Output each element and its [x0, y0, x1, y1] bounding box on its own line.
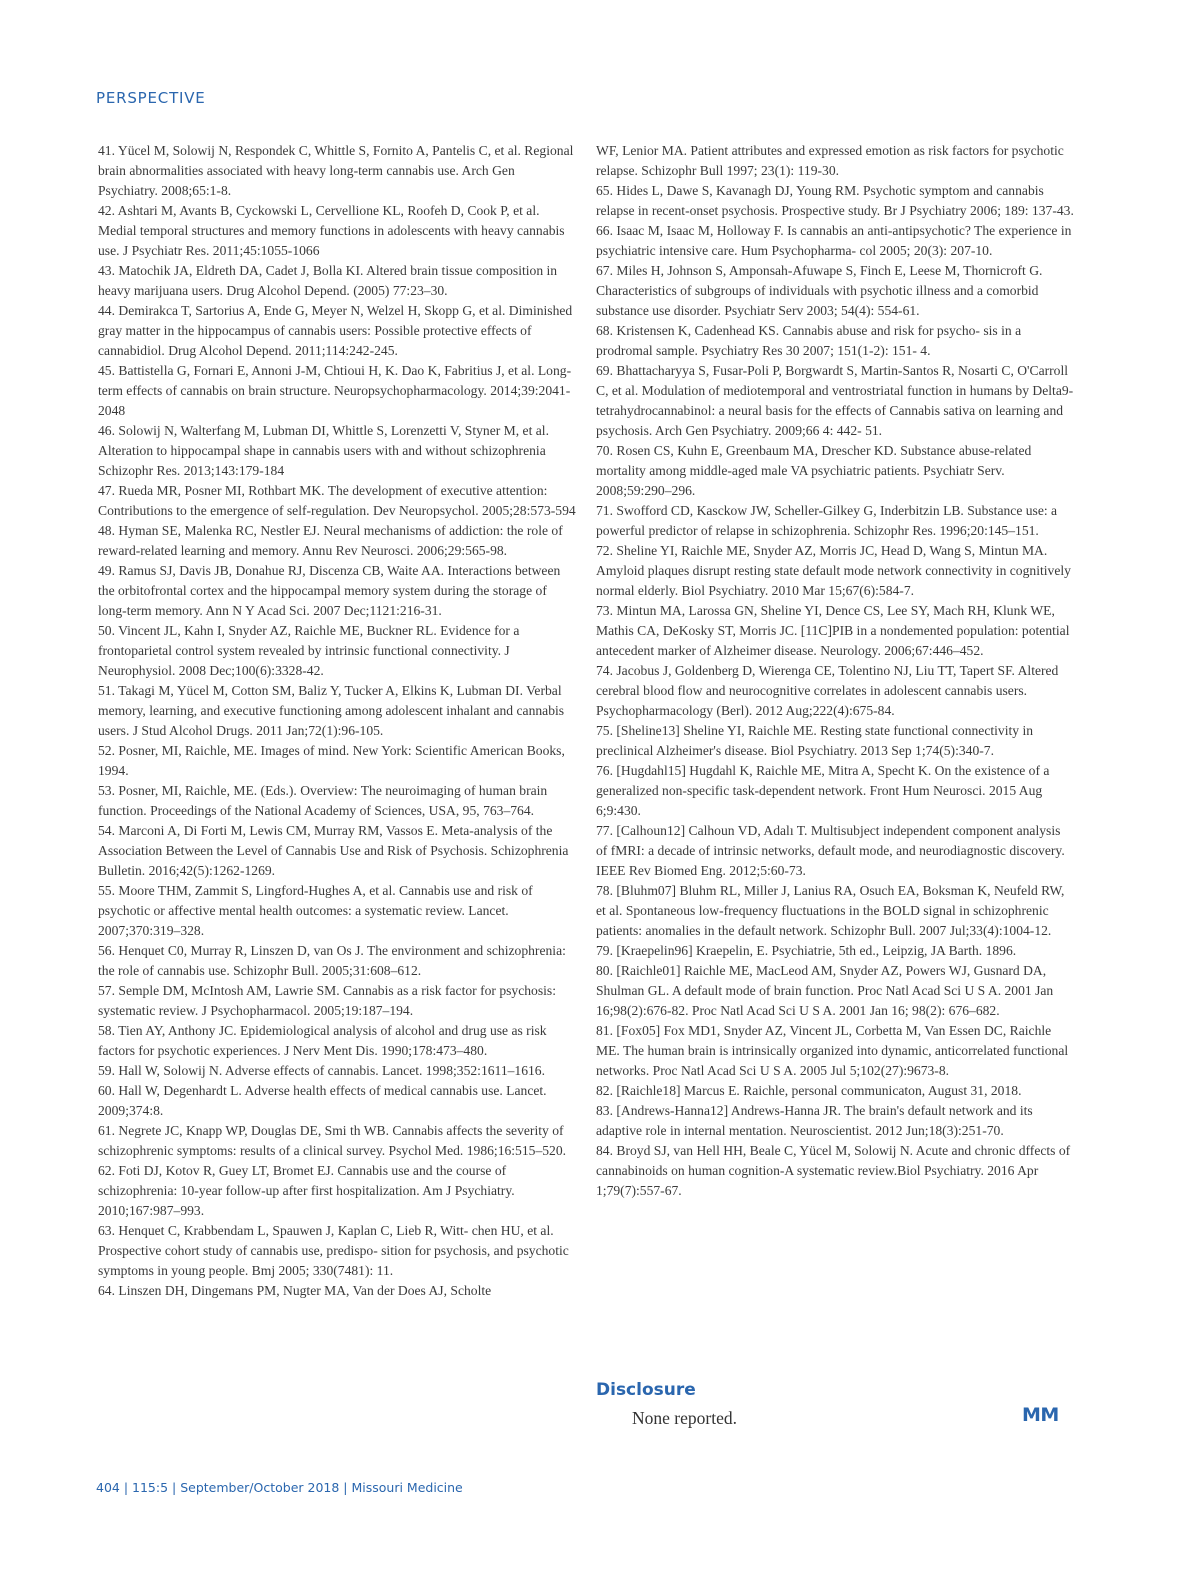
reference-71: 71. Swofford CD, Kasckow JW, Scheller-Gilkey G, Inderbitzin LB. Substance use: a powerful predictor of relapse in schizophrenia. Schizophr Res. 1996;20:145–151.: [596, 503, 1058, 538]
reference-62: 62. Foti DJ, Kotov R, Guey LT, Bromet EJ. Cannabis use and the course of schizophrenia: 10-year follow-up after first hospitalization. Am J Psychiatry. 2010;167:987–993.: [98, 1163, 515, 1218]
reference-72: 72. Sheline YI, Raichle ME, Snyder AZ, Morris JC, Head D, Wang S, Mintun MA. Amyloid plaques disrupt resting state default mode network connectivity in cognitively normal elderly. Biol Psychiatry. 2010 Mar 15;67(6):584-7.: [596, 543, 1071, 598]
reference-57: 57. Semple DM, McIntosh AM, Lawrie SM. Cannabis as a risk factor for psychosis: systematic review. J Psychopharmacol. 2005;19:187–194.: [98, 983, 556, 1018]
reference-44: 44. Demirakca T, Sartorius A, Ende G, Meyer N, Welzel H, Skopp G, et al. Diminished gray matter in the hippocampus of cannabis users: Possible protective effects of cannabidiol. Drug Alcohol Depend. 2011;114:242-245.: [98, 303, 573, 358]
reference-64-continued: WF, Lenior MA. Patient attributes and expressed emotion as risk factors for psychotic relapse. Schizophr Bull 1997; 23(1): 119-30.: [596, 143, 1064, 178]
reference-58: 58. Tien AY, Anthony JC. Epidemiological analysis of alcohol and drug use as risk factors for psychotic experiences. J Nerv Ment Dis. 1990;178:473–480.: [98, 1023, 547, 1058]
reference-76: 76. [Hugdahl15] Hugdahl K, Raichle ME, Mitra A, Specht K. On the existence of a generalized non-specific task-dependent network. Front Hum Neurosci. 2015 Aug 6;9:430.: [596, 763, 1050, 818]
reference-56: 56. Henquet C0, Murray R, Linszen D, van Os J. The environment and schizophrenia: the role of cannabis use. Schizophr Bull. 2005;31:608–612.: [98, 943, 566, 978]
reference-69: 69. Bhattacharyya S, Fusar-Poli P, Borgwardt S, Martin-Santos R, Nosarti C, O'Carroll C, et al. Modulation of mediotemporal and ventrostriatal function in humans by Delta9- tetrahydrocannabinol: a neural basis for the effects of Cannabis sativa on learning and psychosis. Arch Gen Psychiatry. 2009;66 4: 442- 51.: [596, 363, 1074, 438]
reference-79: 79. [Kraepelin96] Kraepelin, E. Psychiatrie, 5th ed., Leipzig, JA Barth. 1896.: [596, 943, 1017, 958]
missouri-medicine-logo: MM: [1022, 1404, 1059, 1426]
reference-67: 67. Miles H, Johnson S, Amponsah-Afuwape S, Finch E, Leese M, Thornicroft G. Characteristics of subgroups of individuals with psychotic illness and a comorbid substance use disorder. Psychiatr Serv 2003; 54(4): 554-61.: [596, 263, 1043, 318]
reference-46: 46. Solowij N, Walterfang M, Lubman DI, Whittle S, Lorenzetti V, Styner M, et al. Alteration to hippocampal shape in cannabis users with and without schizophrenia Schizophr Res. 2013;143:179-184: [98, 423, 549, 478]
section-label: PERSPECTIVE: [96, 89, 206, 107]
reference-82: 82. [Raichle18] Marcus E. Raichle, personal communicaton, August 31, 2018.: [596, 1083, 1022, 1098]
reference-65: 65. Hides L, Dawe S, Kavanagh DJ, Young RM. Psychotic symptom and cannabis relapse in recent-onset psychosis. Prospective study. Br J Psychiatry 2006; 189: 137-43.: [596, 183, 1074, 218]
reference-73: 73. Mintun MA, Larossa GN, Sheline YI, Dence CS, Lee SY, Mach RH, Klunk WE, Mathis CA, DeKosky ST, Morris JC. [11C]PIB in a nondemented population: potential antecedent marker of Alzheimer disease. Neurology. 2006;67:446–452.: [596, 603, 1070, 658]
reference-68: 68. Kristensen K, Cadenhead KS. Cannabis abuse and risk for psycho- sis in a prodromal sample. Psychiatry Res 30 2007; 151(1-2): 151- 4.: [596, 323, 1022, 358]
reference-51: 51. Takagi M, Yücel M, Cotton SM, Baliz Y, Tucker A, Elkins K, Lubman DI. Verbal memory, learning, and executive functioning among adolescent inhalant and cannabis users. J Stud Alcohol Drugs. 2011 Jan;72(1):96-105.: [98, 683, 565, 738]
reference-54: 54. Marconi A, Di Forti M, Lewis CM, Murray RM, Vassos E. Meta-analysis of the Association Between the Level of Cannabis Use and Risk of Psychosis. Schizophrenia Bulletin. 2016;42(5):1262-1269.: [98, 823, 569, 878]
reference-70: 70. Rosen CS, Kuhn E, Greenbaum MA, Drescher KD. Substance abuse-related mortality among middle-aged male VA psychiatric patients. Psychiatr Serv. 2008;59:290–296.: [596, 443, 1032, 498]
disclosure-heading: Disclosure: [596, 1380, 696, 1400]
reference-64: 64. Linszen DH, Dingemans PM, Nugter MA, Van der Does AJ, Scholte: [98, 1283, 492, 1298]
reference-74: 74. Jacobus J, Goldenberg D, Wierenga CE, Tolentino NJ, Liu TT, Tapert SF. Altered cerebral blood flow and neurocognitive correlates in adolescent cannabis users. Psychopharmacology (Berl). 2012 Aug;222(4):675-84.: [596, 663, 1059, 718]
reference-66: 66. Isaac M, Isaac M, Holloway F. Is cannabis an anti-antipsychotic? The experience in psychiatric intensive care. Hum Psychopharma- col 2005; 20(3): 207-10.: [596, 223, 1072, 258]
references-right-column: [596, 141, 1074, 1201]
reference-47: 47. Rueda MR, Posner MI, Rothbart MK. The development of executive attention: Contributions to the emergence of self-regulation. Dev Neuropsychol. 2005;28:573-594: [98, 483, 576, 518]
reference-45: 45. Battistella G, Fornari E, Annoni J-M, Chtioui H, K. Dao K, Fabritius J, et al. Long-term effects of cannabis on brain structure. Neuropsychopharmacology. 2014;39:2041-2048: [98, 363, 572, 418]
reference-77: 77. [Calhoun12] Calhoun VD, Adalı T. Multisubject independent component analysis of fMRI: a decade of intrinsic networks, default mode, and neurodiagnostic discovery. IEEE Rev Biomed Eng. 2012;5:60-73.: [596, 823, 1065, 878]
reference-59: 59. Hall W, Solowij N. Adverse effects of cannabis. Lancet. 1998;352:1611–1616.: [98, 1063, 546, 1078]
page-footer: 404 | 115:5 | September/October 2018 | Missouri Medicine: [96, 1480, 463, 1495]
reference-49: 49. Ramus SJ, Davis JB, Donahue RJ, Discenza CB, Waite AA. Interactions between the orbitofrontal cortex and the hippocampal memory system during the storage of long-term memory. Ann N Y Acad Sci. 2007 Dec;1121:216-31.: [98, 563, 561, 618]
reference-42: 42. Ashtari M, Avants B, Cyckowski L, Cervellione KL, Roofeh D, Cook P, et al. Medial temporal structures and memory functions in adolescents with heavy cannabis use. J Psychiatr Res. 2011;45:1055-1066: [98, 203, 565, 258]
disclosure-text: None reported.: [632, 1408, 737, 1428]
reference-55: 55. Moore THM, Zammit S, Lingford-Hughes A, et al. Cannabis use and risk of psychotic or affective mental health outcomes: a systematic review. Lancet. 2007;370:319–328.: [98, 883, 533, 938]
reference-52: 52. Posner, MI, Raichle, ME. Images of mind. New York: Scientific American Books, 1994.: [98, 743, 565, 778]
reference-60: 60. Hall W, Degenhardt L. Adverse health effects of medical cannabis use. Lancet. 2009;374:8.: [98, 1083, 547, 1118]
reference-84: 84. Broyd SJ, van Hell HH, Beale C, Yücel M, Solowij N. Acute and chronic dffects of cannabinoids on human cognition-A systematic review.Biol Psychiatry. 2016 Apr 1;79(7):557-67.: [596, 1143, 1071, 1198]
reference-75: 75. [Sheline13] Sheline YI, Raichle ME. Resting state functional connectivity in preclinical Alzheimer's disease. Biol Psychiatry. 2013 Sep 1;74(5):340-7.: [596, 723, 1034, 758]
reference-81: 81. [Fox05] Fox MD1, Snyder AZ, Vincent JL, Corbetta M, Van Essen DC, Raichle ME. The human brain is intrinsically organized into dynamic, anticorrelated functional networks. Proc Natl Acad Sci U S A. 2005 Jul 5;102(27):9673-8.: [596, 1023, 1069, 1078]
reference-80: 80. [Raichle01] Raichle ME, MacLeod AM, Snyder AZ, Powers WJ, Gusnard DA, Shulman GL. A default mode of brain function. Proc Natl Acad Sci U S A. 2001 Jan 16;98(2):676-82. Proc Natl Acad Sci U S A. 2001 Jan 16; 98(2): 676–682.: [596, 963, 1054, 1018]
reference-43: 43. Matochik JA, Eldreth DA, Cadet J, Bolla KI. Altered brain tissue composition in heavy marijuana users. Drug Alcohol Depend. (2005) 77:23–30.: [98, 263, 558, 298]
reference-83: 83. [Andrews-Hanna12] Andrews-Hanna JR. The brain's default network and its adaptive role in internal mentation. Neuroscientist. 2012 Jun;18(3):251-70.: [596, 1103, 1033, 1138]
references-left-column: [98, 141, 576, 1301]
reference-41: 41. Yücel M, Solowij N, Respondek C, Whittle S, Fornito A, Pantelis C, et al. Regional brain abnormalities associated with heavy long-term cannabis use. Arch Gen Psychiatry. 2008;65:1-8.: [98, 143, 574, 198]
reference-78: 78. [Bluhm07] Bluhm RL, Miller J, Lanius RA, Osuch EA, Boksman K, Neufeld RW, et al. Spontaneous low-frequency fluctuations in the BOLD signal in schizophrenic patients: anomalies in the default network. Schizophr Bull. 2007 Jul;33(4):1004-12.: [596, 883, 1065, 938]
reference-53: 53. Posner, MI, Raichle, ME. (Eds.). Overview: The neuroimaging of human brain function. Proceedings of the National Academy of Sciences, USA, 95, 763–764.: [98, 783, 548, 818]
reference-50: 50. Vincent JL, Kahn I, Snyder AZ, Raichle ME, Buckner RL. Evidence for a frontoparietal control system revealed by intrinsic functional connectivity. J Neurophysiol. 2008 Dec;100(6):3328-42.: [98, 623, 520, 678]
reference-63: 63. Henquet C, Krabbendam L, Spauwen J, Kaplan C, Lieb R, Witt- chen HU, et al. Prospective cohort study of cannabis use, predispo- sition for psychosis, and psychotic symptoms in young people. Bmj 2005; 330(7481): 11.: [98, 1223, 569, 1278]
reference-61: 61. Negrete JC, Knapp WP, Douglas DE, Smi th WB. Cannabis affects the severity of schizophrenic symptoms: results of a clinical survey. Psychol Med. 1986;16:515–520.: [98, 1123, 567, 1158]
reference-48: 48. Hyman SE, Malenka RC, Nestler EJ. Neural mechanisms of addiction: the role of reward-related learning and memory. Annu Rev Neurosci. 2006;29:565-98.: [98, 523, 563, 558]
